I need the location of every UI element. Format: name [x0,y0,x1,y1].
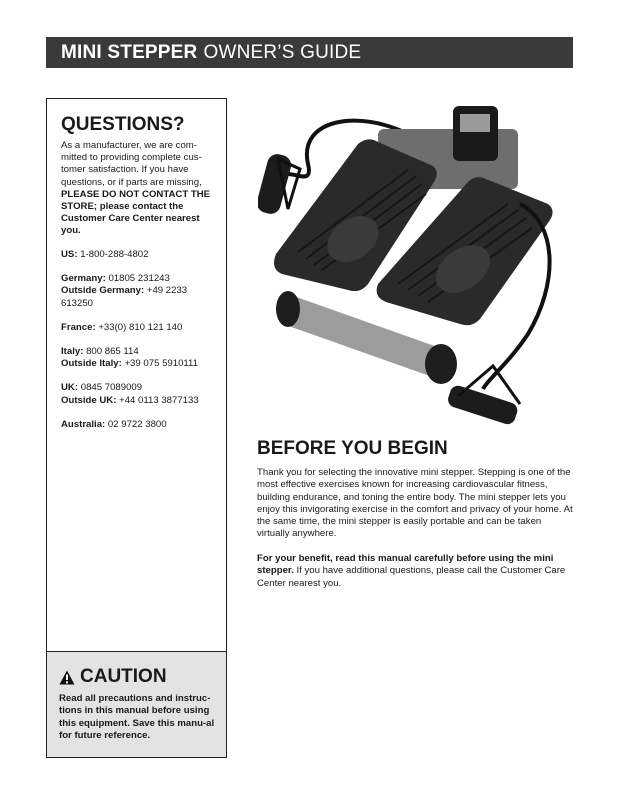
contact-france [61,322,221,334]
questions-sidebar [46,98,227,758]
page-header [46,37,573,68]
mini-stepper-illustration [258,104,568,444]
contact-us [61,249,221,261]
contact-phone: 0845 7089009 [80,382,143,394]
questions-intro [61,140,219,238]
contact-label: Italy: [61,346,84,358]
contact-label: UK: [61,382,79,394]
contact-label: France: [61,321,96,333]
contact-phone: +44 0113 3877133 [119,394,199,406]
contact-label: Outside Italy: [61,358,122,370]
caution-heading [59,666,167,688]
questions-title: QUESTIONS? [61,114,185,135]
contact-phone: 01805 231243 [108,273,170,285]
contact-phone: +33(0) 810 121 140 [98,321,183,333]
intro-bold-text: PLEASE DO NOT CONTACT THE STORE; please contact the Customer Care Center nearest you. [61,188,211,237]
before-paragraph-2 [257,553,575,590]
header-title-bold: MINI STEPPER [61,41,198,63]
contact-label: Outside UK: [61,394,117,406]
caution-title: CAUTION [80,666,167,687]
contact-phone: +49 2233 613250 [61,285,188,309]
contact-uk [61,382,221,406]
contact-label: Germany: [61,273,106,285]
contact-label: Australia: [61,418,106,430]
contact-australia [61,419,221,431]
contact-phone: 800 865 114 [86,346,139,358]
contact-germany [61,273,221,310]
contact-italy [61,346,221,370]
caution-box [47,651,226,757]
paragraph-2-rest: If you have additional questions, please call the Customer Care Center nearest you. [257,565,566,589]
caution-text: Read all precautions and instruc-tions in this manual before using this equipment. Save this manu-al for future reference. [59,693,215,742]
header-title-rest: OWNER’S GUIDE [203,41,362,63]
contact-label: Outside Germany: [61,285,145,297]
intro-text: As a manufacturer, we are com-mitted to providing complete cus-tomer satisfaction. If you have questions, or if parts are missing, [61,140,202,188]
warning-icon [59,670,75,685]
before-you-begin-title: BEFORE YOU BEGIN [257,438,448,459]
paragraph-2-bold: For your benefit, read this manual carefully before using the mini stepper. [257,553,554,577]
contact-list [61,249,221,443]
before-paragraph-1: Thank you for selecting the innovative mini stepper. Stepping is one of the most effective exercises known for increasing cardiovascular fitness, building endurance, and toning the entire body. The mini stepper lets you enjoy this invigorating exercise in the comfort and privacy of your home. At the same time, the mini stepper is easily portable and can be taken virtually anywhere. [257,467,573,540]
contact-phone: +39 075 5910111 [124,358,198,370]
contact-phone: 02 9722 3800 [107,418,167,430]
contact-label: US: [61,249,78,260]
contact-phone: 1-800-288-4802 [80,249,149,260]
